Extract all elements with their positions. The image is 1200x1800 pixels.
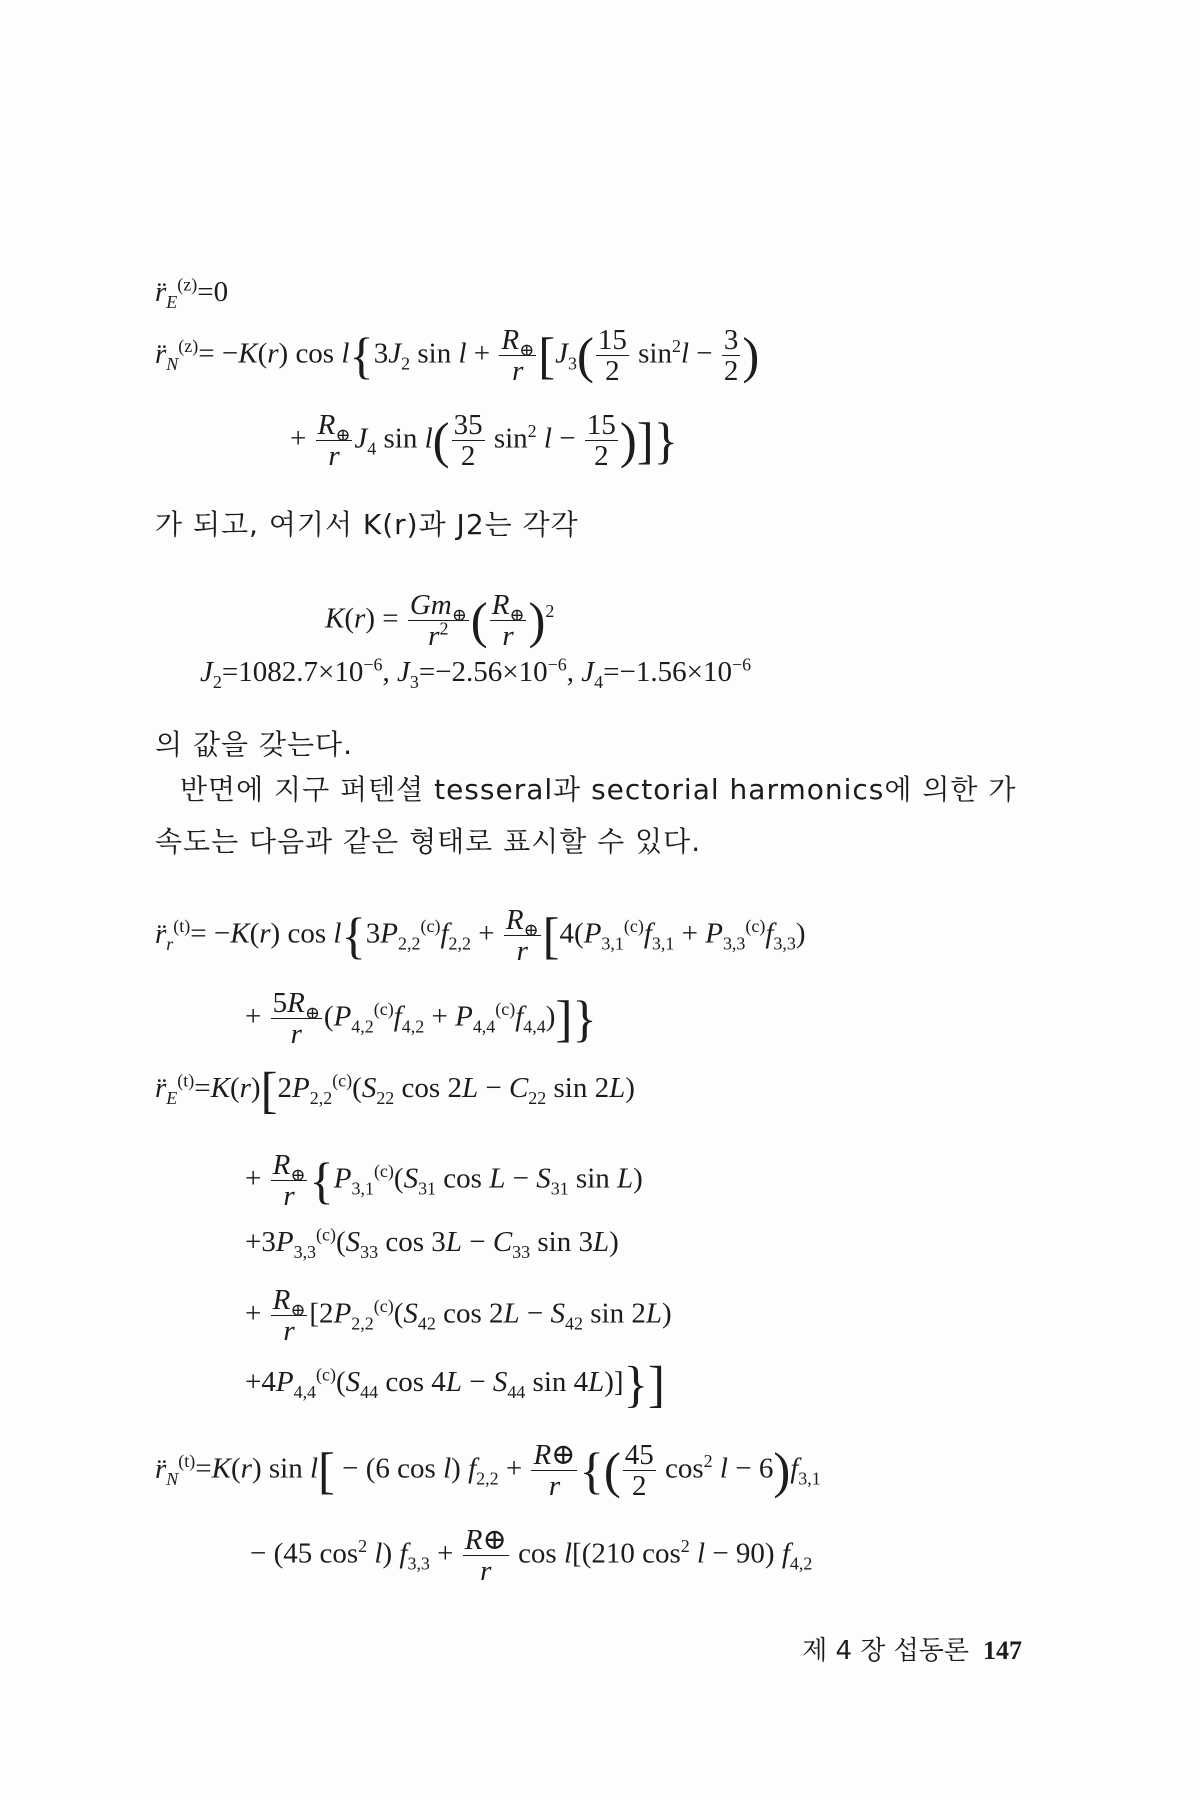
equation-rE-t: $r̈_E^{(t)}=K(r)[2P_{2,2}^{(c)}(S_{22}$ $\cos 2L - C_{22}$ sin 2L) xyxy=(155,1062,635,1119)
equation-K: K(r) = $\frac{Gm_\oplus}{r^2}$ ( $\frac{R_\oplus}{r}$ )$^2$ xyxy=(325,589,555,653)
equation-rE-z: $r̈_E^{(z)}=0$ xyxy=(155,274,229,312)
equation-rE-t-cont1: + $\frac{R_\oplus}{r}$ {$P_{3,1}^{(c)}(S_{31}$ $\cos L - S_{31}$ sin L) xyxy=(245,1149,643,1213)
equation-J-values: $J_2=1082.7\times 10^{-6}$, $J_3=-2.56\times 10^{-6}$, $J_4=-1.56\times 10^{-6}$ xyxy=(200,654,752,692)
equation-rN-z: $r̈_N^{(z)}= -K(r)$ $\cos l\{3J_2$ sin l + $\frac{R_\oplus}{r}$ [$J_3$( $\frac{15}{2}$ $\sin^2l$ − $\frac{3}{2}$ ) xyxy=(155,324,760,388)
equation-rE-t-cont2: $+3P_{3,3}^{(c)}(S_{33}$ $\cos 3L - C_{33}$ sin 3L) xyxy=(245,1224,619,1262)
paragraph-line: 반면에 지구 퍼텐셜 tesseral과 sectorial harmonics에 의한 가 xyxy=(180,773,1017,806)
equation-rr-t-cont: + $\frac{5R_\oplus}{r}$ $(P_{4,2}^{(c)}f_{4,2} + P_{4,4}^{(c)}f_{4,4})$]} xyxy=(245,987,597,1051)
paragraph-line: 가 되고, 여기서 K(r)과 J2는 각각 xyxy=(155,508,579,541)
page-number: 147 xyxy=(983,1636,1022,1665)
equation-rE-t-cont3: + $\frac{R_\oplus}{r}$ [$2P_{2,2}^{(c)}(S_{42}$ $\cos 2L - S_{42}$ sin 2L) xyxy=(245,1284,672,1348)
equation-rN-t-cont: − (45 $\cos^2 l$) $f_{3,3}$ + $\frac{R\oplus}{r}$ cos l[(210 $\cos^2 l - 90$) $f_{4,2}$ xyxy=(250,1524,813,1588)
paragraph-line: 의 값을 갖는다. xyxy=(155,728,353,761)
equation-rE-t-cont4: $+4P_{4,4}^{(c)}(S_{44}$ $\cos 4L - S_{44}$ sin 4L)]}] xyxy=(245,1356,665,1413)
equation-rN-z-cont: + $\frac{R_\oplus}{r}$ $J_4$ sin l( $\frac{35}{2}$ $\sin^2 l$ − $\frac{15}{2}$ )]} xyxy=(290,409,678,473)
paragraph-line: 속도는 다음과 같은 형태로 표시할 수 있다. xyxy=(155,825,702,858)
equation-rr-t: $r̈_r^{(t)}= -K(r)$ $\cos l\{3P_{2,2}^{(c)}f_{2,2}$ + $\frac{R_\oplus}{r}$ [$4(P_{3,1}^{(c)}f_{3,1} + P_{3,3}^{(c)}f_{3,3})$ xyxy=(155,904,806,968)
page-footer xyxy=(802,1630,1022,1667)
equation-rN-t: $r̈_N^{(t)}=K(r)$ sin l[ − (6 cos l) $f_{2,2}$ + $\frac{R\oplus}{r}$ {( $\frac{45}{2}$ $\cos^2 l - 6)f_{3,1}$ xyxy=(155,1439,821,1503)
chapter-title: 제 4 장 섭동론 xyxy=(802,1636,969,1666)
